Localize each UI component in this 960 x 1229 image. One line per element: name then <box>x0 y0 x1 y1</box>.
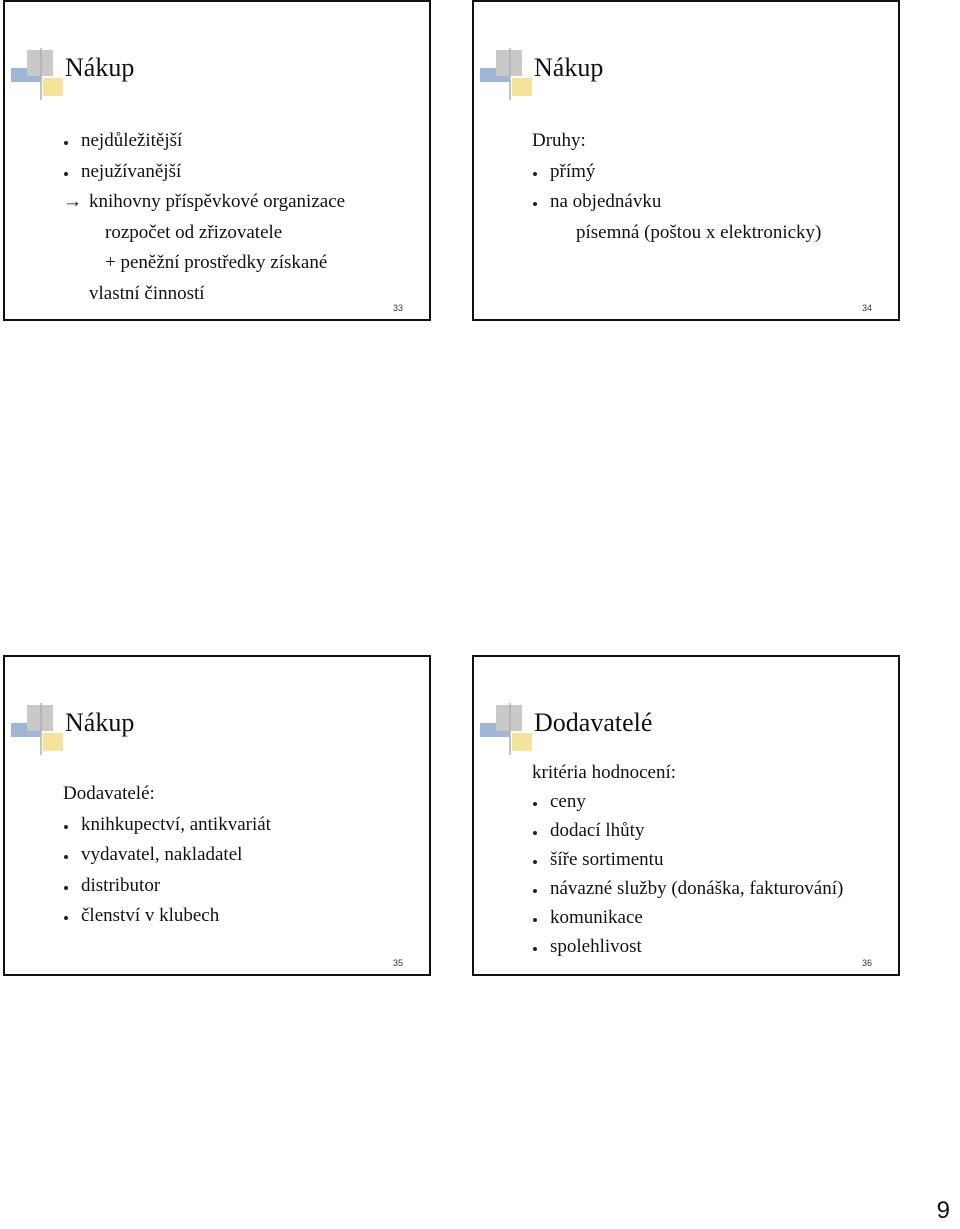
slide-34 <box>472 0 900 321</box>
indented-line: rozpočet od zřizovatele <box>105 221 283 243</box>
slide-body <box>63 126 415 309</box>
list-item: nejužívanější <box>63 157 415 188</box>
page-number: 9 <box>936 1197 950 1224</box>
slide-35 <box>3 655 431 976</box>
slide-body <box>63 779 415 932</box>
slide-title: Dodavatelé <box>534 708 653 737</box>
indented-line: písemná (poštou x elektronicky) <box>576 221 822 243</box>
list-item: vydavatel, nakladatel <box>63 840 415 871</box>
list-item: členství v klubech <box>63 901 415 932</box>
slide-number: 35 <box>392 958 403 968</box>
list-item: přímý <box>532 157 884 188</box>
indented-line: + peněžní prostředky získané <box>105 252 328 273</box>
list-item: komunikace <box>532 903 884 932</box>
slide-title: Nákup <box>65 53 135 82</box>
slide-number: 36 <box>861 958 872 968</box>
list-heading: kritéria hodnocení: <box>532 762 677 783</box>
slide-title: Nákup <box>65 708 135 737</box>
slide-body <box>532 126 884 248</box>
list-item: spolehlivost <box>532 932 884 961</box>
arrow-line-text: knihovny příspěvkové organizace <box>89 191 346 212</box>
slide-body <box>532 758 884 961</box>
slide-36 <box>472 655 900 976</box>
list-item: distributor <box>63 871 415 902</box>
list-item: knihkupectví, antikvariát <box>63 810 415 841</box>
slide-33 <box>3 0 431 321</box>
slide-number: 33 <box>392 303 403 313</box>
slide-title: Nákup <box>534 53 604 82</box>
list-heading: Dodavatelé: <box>63 783 155 804</box>
list-item: ceny <box>532 787 884 816</box>
arrow-icon: → <box>63 191 82 212</box>
list-heading: Druhy: <box>532 130 586 151</box>
list-item: šíře sortimentu <box>532 845 884 874</box>
list-item: dodací lhůty <box>532 816 884 845</box>
slide-number: 34 <box>861 303 872 313</box>
arrow-line <box>63 187 415 218</box>
list-item: na objednávku <box>532 187 884 218</box>
indented-line: vlastní činností <box>89 282 205 304</box>
list-item: návazné služby (donáška, fakturování) <box>532 874 884 903</box>
list-item: nejdůležitější <box>63 126 415 157</box>
